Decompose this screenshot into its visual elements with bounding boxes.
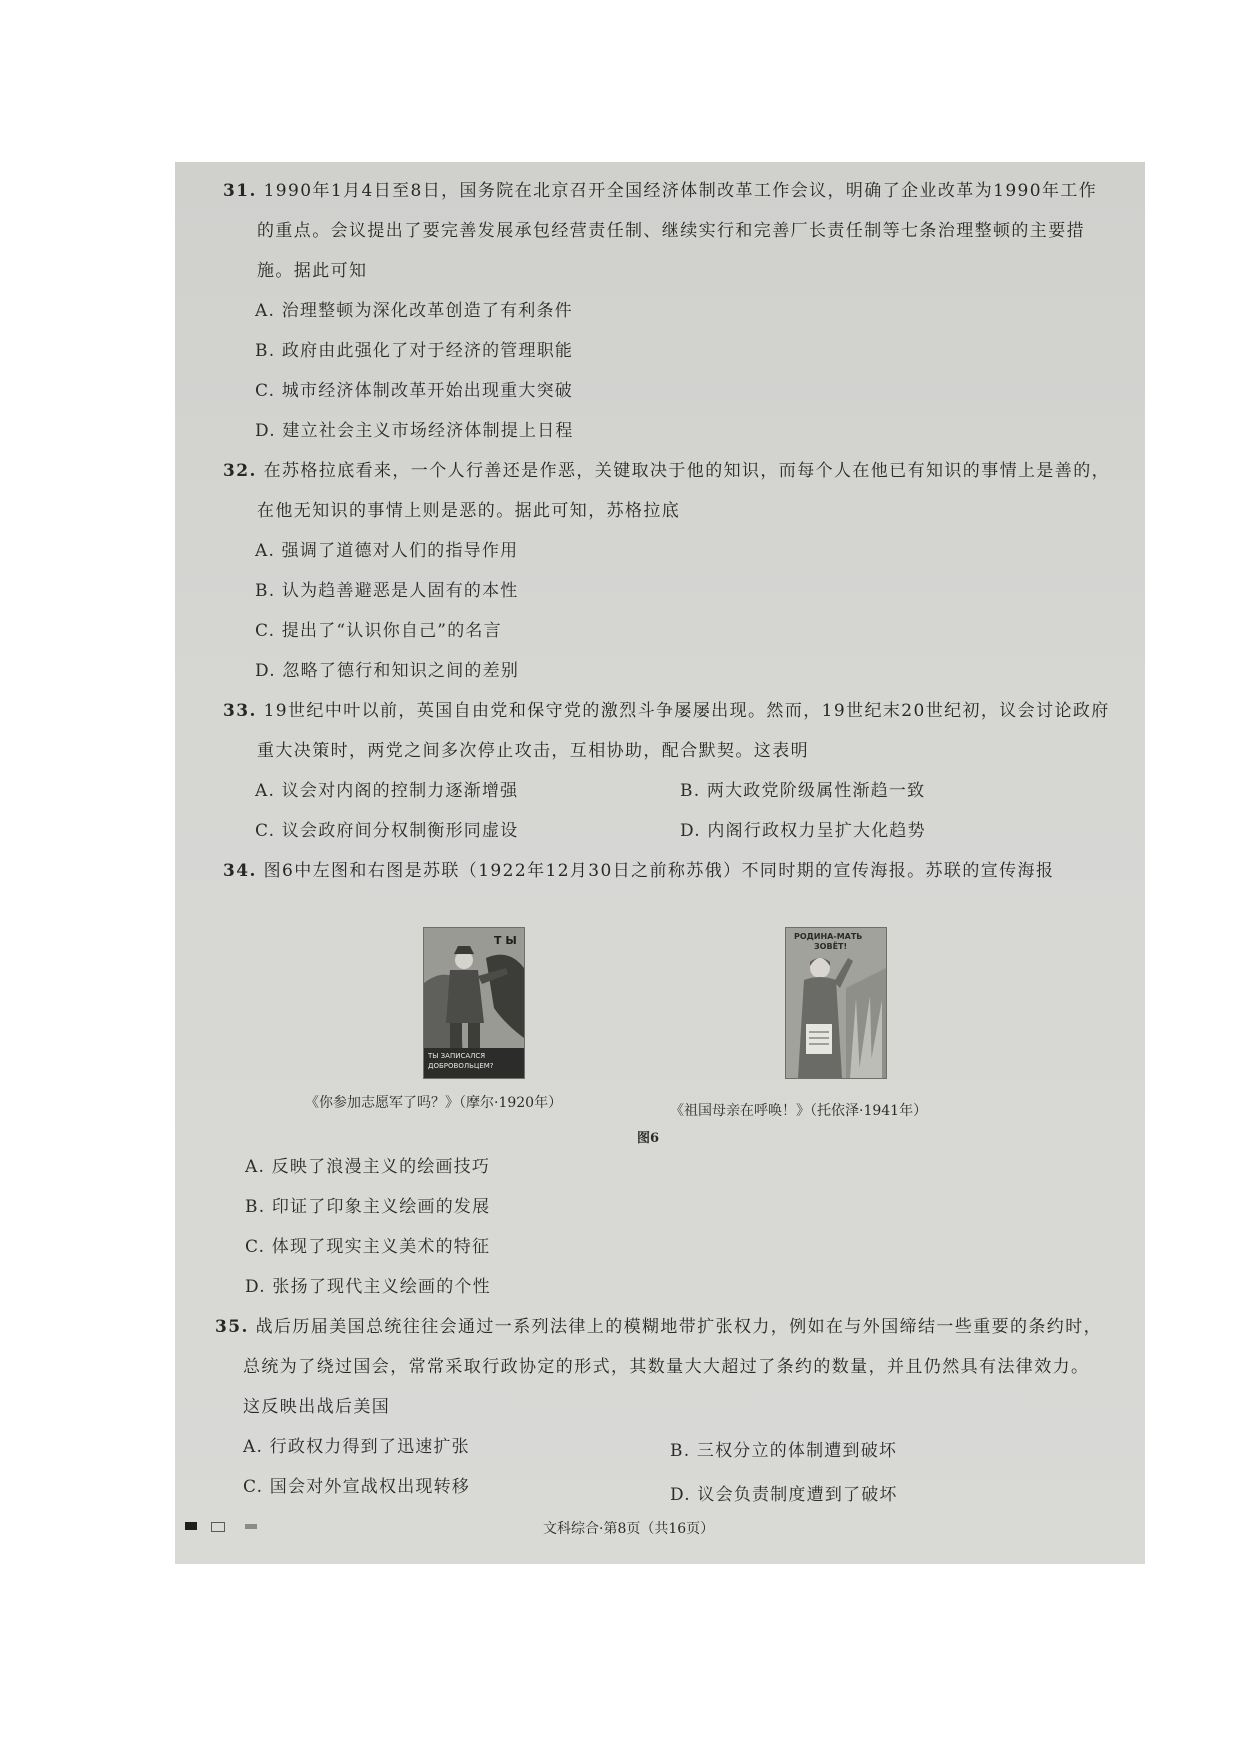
poster-right-heading-2: ЗОВЁТ!	[814, 942, 848, 951]
question-33-number: 33.	[223, 701, 257, 721]
figure-label: 图6	[637, 1131, 660, 1146]
figure-left-caption: 《你参加志愿军了吗？》（摩尔·1920年）	[305, 1095, 563, 1111]
question-32-option-c[interactable]: C. 提出了“认识你自己”的名言	[255, 621, 502, 641]
poster-left-image	[423, 927, 525, 1079]
question-34-option-d[interactable]: D. 张扬了现代主义绘画的个性	[245, 1277, 491, 1297]
question-33-option-b[interactable]: B. 两大政党阶级属性渐趋一致	[680, 781, 926, 801]
question-33-line-1: 33. 19世纪中叶以前，英国自由党和保守党的激烈斗争屡屡出现。然而，19世纪末20世纪初，议会讨论政府	[223, 701, 1110, 721]
question-35-line-3: 这反映出战后美国	[243, 1397, 391, 1417]
question-33-line-2: 重大决策时，两党之间多次停止攻击，互相协助，配合默契。这表明	[257, 741, 809, 761]
question-33-option-d[interactable]: D. 内阁行政权力呈扩大化趋势	[680, 821, 926, 841]
question-31-option-b[interactable]: B. 政府由此强化了对于经济的管理职能	[255, 341, 574, 361]
poster-left-slogan-2: ДОБРОВОЛЬЦЕМ?	[428, 1062, 494, 1070]
question-32-line-1: 32. 在苏格拉底看来，一个人行善还是作恶，关键取决于他的知识，而每个人在他已有知识的事情上是善的，	[223, 461, 1110, 481]
question-35-number: 35.	[215, 1317, 249, 1337]
question-35-option-a[interactable]: A. 行政权力得到了迅速扩张	[243, 1437, 470, 1457]
question-31-line-1: 31. 1990年1月4日至8日，国务院在北京召开全国经济体制改革工作会议，明确了企业改革为1990年工作	[223, 181, 1098, 201]
question-32-line-2: 在他无知识的事情上则是恶的。据此可知，苏格拉底	[257, 501, 681, 521]
question-32-option-a[interactable]: A. 强调了道德对人们的指导作用	[255, 541, 519, 561]
question-34-option-b[interactable]: B. 印证了印象主义绘画的发展	[245, 1197, 491, 1217]
question-31-option-c[interactable]: C. 城市经济体制改革开始出现重大突破	[255, 381, 574, 401]
question-32-option-d[interactable]: D. 忽略了德行和知识之间的差别	[255, 661, 520, 681]
footer-marker-filled-icon	[185, 1522, 197, 1530]
question-31-line-3: 施。据此可知	[257, 261, 368, 281]
question-35-option-d[interactable]: D. 议会负责制度遭到了破坏	[670, 1485, 898, 1505]
question-33-option-c[interactable]: C. 议会政府间分权制衡形同虚设	[255, 821, 519, 841]
page-footer: 文科综合·第8页（共16页）	[543, 1521, 715, 1537]
question-34-number: 34.	[223, 861, 257, 881]
question-35-option-c[interactable]: C. 国会对外宣战权出现转移	[243, 1477, 471, 1497]
question-35-line-2: 总统为了绕过国会，常常采取行政协定的形式，其数量大大超过了条约的数量，并且仍然具有法律效力。	[243, 1357, 1090, 1377]
poster-right-image	[785, 927, 887, 1079]
question-31-number: 31.	[223, 181, 257, 201]
question-34-line-1: 34. 图6中左图和右图是苏联（1922年12月30日之前称苏俄）不同时期的宣传海报。苏联的宣传海报	[223, 861, 1055, 881]
question-32-number: 32.	[223, 461, 257, 481]
question-33-option-a[interactable]: A. 议会对内阁的控制力逐渐增强	[255, 781, 519, 801]
question-34-option-c[interactable]: C. 体现了现实主义美术的特征	[245, 1237, 491, 1257]
question-31-option-a[interactable]: A. 治理整顿为深化改革创造了有利条件	[255, 301, 573, 321]
footer-marker-outline-icon	[211, 1522, 225, 1532]
question-35-option-b[interactable]: B. 三权分立的体制遭到破坏	[670, 1441, 898, 1461]
poster-left-heading: Т Ы	[494, 934, 517, 947]
footer-marker-small-icon	[245, 1524, 257, 1529]
question-34-option-a[interactable]: A. 反映了浪漫主义的绘画技巧	[245, 1157, 491, 1177]
poster-right-heading-1: РОДИНА-МАТЬ	[794, 932, 863, 941]
question-32-option-b[interactable]: B. 认为趋善避恶是人固有的本性	[255, 581, 519, 601]
exam-page	[175, 162, 1145, 1564]
figure-right-caption: 《祖国母亲在呼唤！》（托依泽·1941年）	[670, 1103, 928, 1119]
question-31-line-2: 的重点。会议提出了要完善发展承包经营责任制、继续实行和完善厂长责任制等七条治理整顿的主要措	[257, 221, 1085, 241]
question-35-line-1: 35. 战后历届美国总统往往会通过一系列法律上的模糊地带扩张权力，例如在与外国缔结一些重要的条约时，	[215, 1317, 1102, 1337]
question-31-option-d[interactable]: D. 建立社会主义市场经济体制提上日程	[255, 421, 574, 441]
poster-left-slogan-1: ТЫ ЗАПИСАЛСЯ	[428, 1052, 486, 1060]
